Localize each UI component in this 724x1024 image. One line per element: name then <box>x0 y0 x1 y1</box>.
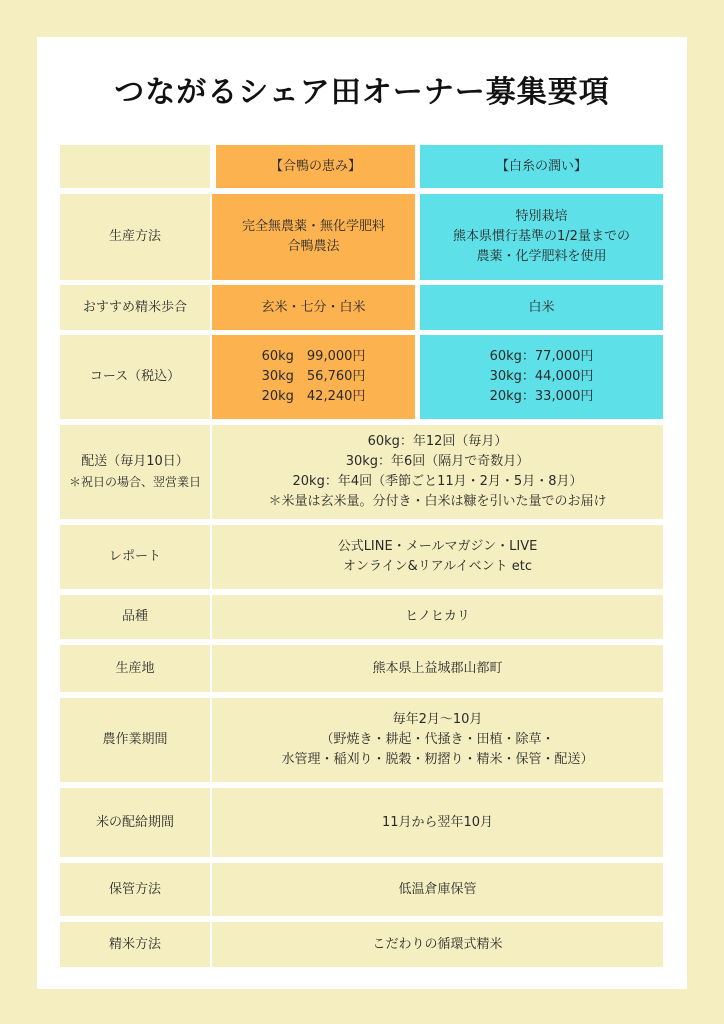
report-value <box>212 525 663 589</box>
work-line: 毎年2月～10月 <box>392 712 483 727</box>
variety-value: ヒノヒカリ <box>212 595 663 639</box>
method-col2-line: 熊本県慣行基準の1/2量までの <box>453 229 630 244</box>
course-col2-line: 20kg：33,000円 <box>489 389 594 404</box>
row-label-delivery <box>60 425 210 519</box>
work-line: （野焼き・耕起・代掻き・田植・除草・ <box>320 732 555 747</box>
delivery-line: 20kg：年4回（季節ごと11月・2月・5月・8月） <box>292 474 583 489</box>
delivery-line: 30kg：年6回（隔月で奇数月） <box>345 454 530 469</box>
method-col2 <box>420 194 663 280</box>
supply-value: 11月から翌年10月 <box>212 788 663 857</box>
delivery-label-note: ＊祝日の場合、翌営業日 <box>68 475 201 489</box>
row-label-report: レポート <box>60 525 210 589</box>
report-line: 公式LINE・メールマガジン・LIVE <box>337 539 538 554</box>
page-title: つながるシェア田オーナー募集要項 <box>114 75 610 110</box>
row-label-place: 生産地 <box>60 645 210 692</box>
method-col1-line: 合鴨農法 <box>287 239 340 254</box>
row-label-variety: 品種 <box>60 595 210 639</box>
row-label-supply: 米の配給期間 <box>60 788 210 857</box>
polish-col1: 玄米・七分・白米 <box>212 285 415 330</box>
delivery-value <box>212 425 663 519</box>
row-label-storage: 保管方法 <box>60 863 210 916</box>
row-label-work: 農作業期間 <box>60 698 210 782</box>
work-line: 水管理・稲刈り・脱穀・籾摺り・精米・保管・配送） <box>281 752 594 767</box>
polish-col2: 白米 <box>420 285 663 330</box>
header-empty-cell <box>60 145 210 188</box>
report-line: オンライン&リアルイベント etc <box>343 559 532 574</box>
delivery-line: ＊米量は玄米量。分付き・白米は糠を引いた量でのお届け <box>268 494 607 509</box>
course-col2-line: 30kg：44,000円 <box>489 369 594 384</box>
header-col2: 【白糸の潤い】 <box>420 145 663 188</box>
course-col1-line: 60kg 99,000円 <box>261 349 366 364</box>
row-label-course: コース（税込） <box>60 335 210 419</box>
row-label-method: 生産方法 <box>60 194 210 280</box>
row-label-milling: 精米方法 <box>60 922 210 967</box>
row-label-polish: おすすめ精米歩合 <box>60 285 210 330</box>
header-col1: 【合鴨の恵み】 <box>216 145 415 188</box>
method-col2-line: 農薬・化学肥料を使用 <box>476 249 607 264</box>
course-col1-line: 30kg 56,760円 <box>261 369 366 384</box>
delivery-line: 60kg：年12回（毎月） <box>367 434 508 449</box>
place-value: 熊本県上益城郡山都町 <box>212 645 663 692</box>
course-col1 <box>212 335 415 419</box>
method-col1-line: 完全無農薬・無化学肥料 <box>241 219 385 234</box>
course-col2 <box>420 335 663 419</box>
milling-value: こだわりの循環式精米 <box>212 922 663 967</box>
course-col2-line: 60kg：77,000円 <box>489 349 594 364</box>
delivery-label-line: 配送（毎月10日） <box>81 454 189 469</box>
course-col1-line: 20kg 42,240円 <box>261 389 366 404</box>
method-col2-line: 特別栽培 <box>515 209 568 224</box>
work-value <box>212 698 663 782</box>
storage-value: 低温倉庫保管 <box>212 863 663 916</box>
method-col1 <box>212 194 415 280</box>
